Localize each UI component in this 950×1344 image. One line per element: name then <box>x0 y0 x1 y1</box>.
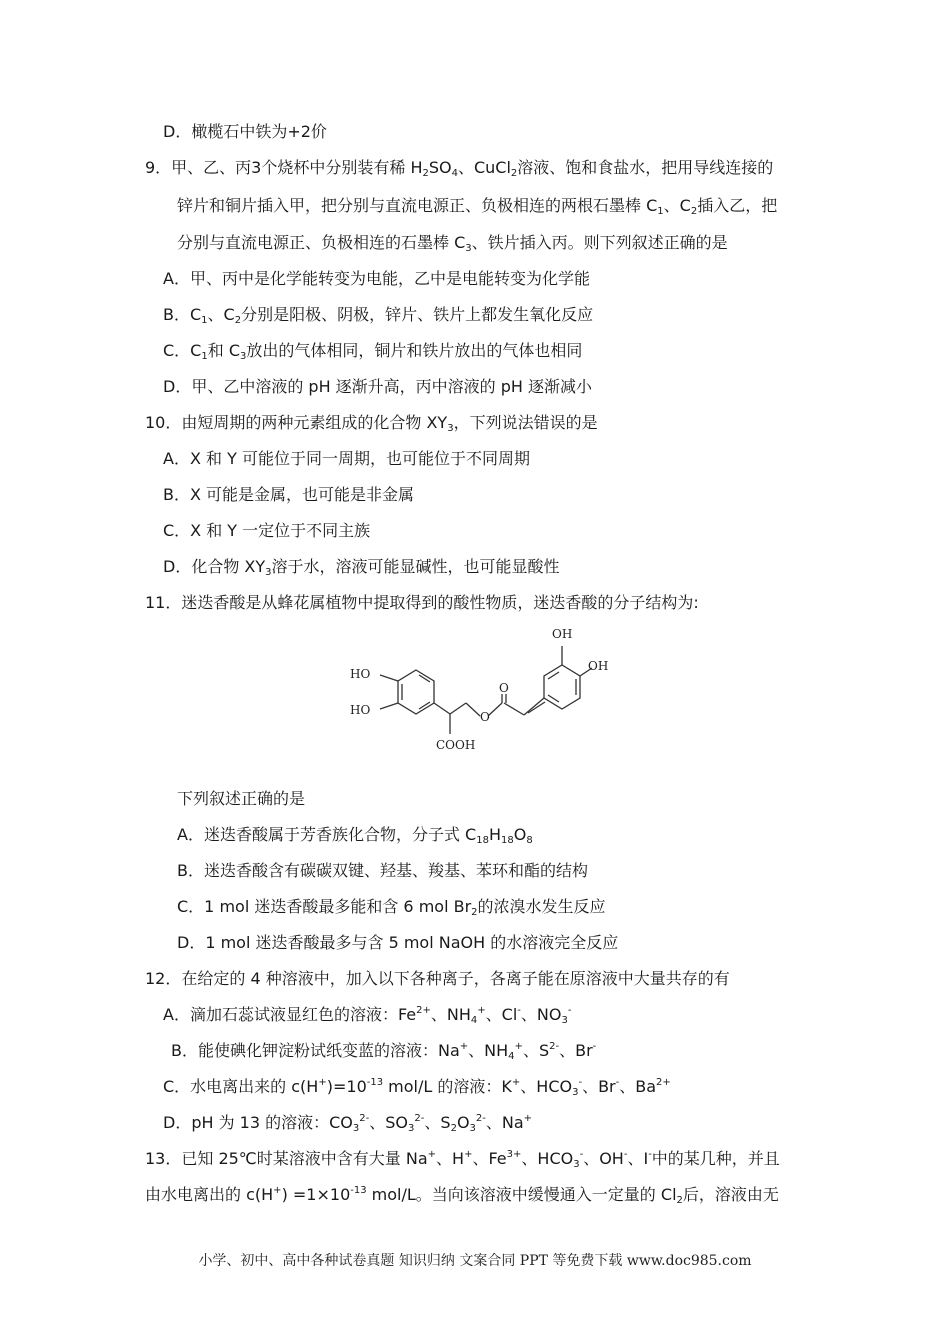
text-line-14: 11．迷迭香酸是从蜂花属植物中提取得到的酸性物质，迷迭香酸的分子结构为: <box>145 593 699 612</box>
text-line-9: 10．由短周期的两种元素组成的化合物 $XY_3$，下列说法错误的是 <box>145 413 598 434</box>
ester-o-label: O <box>480 710 490 724</box>
text-line-15: 下列叙述正确的是 <box>177 789 306 808</box>
text-line-16: A．迷迭香酸属于芳香族化合物，分子式 $C_{18}H_{18}O_8$ <box>177 825 533 846</box>
ho-upper-label: HO <box>350 667 371 681</box>
text-line-3: 锌片和铜片插入甲，把分别与直流电源正、负极相连的两根石墨棒 $C_1$、$C_2$插入乙，把 <box>177 196 778 217</box>
text-line-17: B．迷迭香酸含有碳碳双键、羟基、羧基、苯环和酯的结构 <box>177 861 588 880</box>
text-line-10: A．X 和 Y 可能位于同一周期，也可能位于不同周期 <box>163 449 530 468</box>
text-line-13: D．化合物 $XY_3$溶于水，溶液可能显碱性，也可能显酸性 <box>163 557 560 578</box>
text-line-19: D．1 mol 迷迭香酸最多与含 5 mol NaOH 的水溶液完全反应 <box>177 933 619 952</box>
cooh-label: COOH <box>436 738 476 752</box>
text-line-6: B．$C_1$、$C_2$分别是阳极、阴极，锌片、铁片上都发生氧化反应 <box>163 305 594 326</box>
text-line-1: D．橄榄石中铁为+2价 <box>163 122 327 141</box>
text-line-12: C．X 和 Y 一定位于不同主族 <box>163 521 371 540</box>
text-line-20: 12．在给定的 4 种溶液中，加入以下各种离子，各离子能在原溶液中大量共存的有 <box>145 969 730 988</box>
oh-top-label: OH <box>552 627 573 641</box>
carbonyl-o-label: O <box>499 681 509 695</box>
oh-right-label: OH <box>588 659 609 673</box>
text-line-5: A．甲、丙中是化学能转变为电能，乙中是电能转变为化学能 <box>163 269 590 288</box>
text-line-4: 分别与直流电源正、负极相连的石墨棒 $C_3$、铁片插入丙。则下列叙述正确的是 <box>177 233 728 254</box>
text-line-18: C．1 mol 迷迭香酸最多能和含 6 mol $Br_2$的浓溴水发生反应 <box>177 897 606 918</box>
text-line-24: D．pH 为 13 的溶液：$CO_3^{2-}$、$SO_3^{2-}$、$S_2O_3^{2-}$、Na+ <box>163 1113 533 1134</box>
text-line-8: D．甲、乙中溶液的 pH 逐渐升高，丙中溶液的 pH 逐渐减小 <box>163 377 593 396</box>
rosmarinic-acid-structure <box>340 622 620 762</box>
text-line-26: 由水电离出的 $c(H^+) =1\times 10^{-13}$ mol/L。当向该溶液中缓慢通入一定量的 $Cl_2$后，溶液由无 <box>145 1185 779 1206</box>
text-line-23: C．水电离出来的 $c(H^+)=10^{-13}$ mol/L 的溶液：K+、$HCO_3^-$、Br-、$Ba^{2+}$ <box>163 1077 671 1098</box>
text-line-11: B．X 可能是金属，也可能是非金属 <box>163 485 415 504</box>
text-line-2: 9．甲、乙、丙3个烧杯中分别装有稀 $H_2SO_4$、CuCl$_2$溶液、饱和食盐水，把用导线连接的 <box>145 158 774 179</box>
text-line-25: 13．已知 25℃时某溶液中含有大量 Na+、H+、$Fe^{3+}$、$HCO_3^-$、OH-、I-中的某几种，并且 <box>145 1149 780 1170</box>
text-line-22: B．能使碘化钾淀粉试纸变蓝的溶液：Na+、$NH_4^+$、$S^{2-}$、Br- <box>171 1041 597 1062</box>
ho-lower-label: HO <box>350 703 371 717</box>
text-line-7: C．$C_1$和 $C_3$放出的气体相同，铜片和铁片放出的气体也相同 <box>163 341 583 362</box>
page-footer: 小学、初中、高中各种试卷真题 知识归纳 文案合同 PPT 等免费下载 www.doc985.com <box>198 1253 752 1269</box>
text-line-21: A．滴加石蕊试液显红色的溶液：$Fe^{2+}$、$NH_4^+$、Cl-、$NO_3^-$ <box>163 1005 572 1026</box>
